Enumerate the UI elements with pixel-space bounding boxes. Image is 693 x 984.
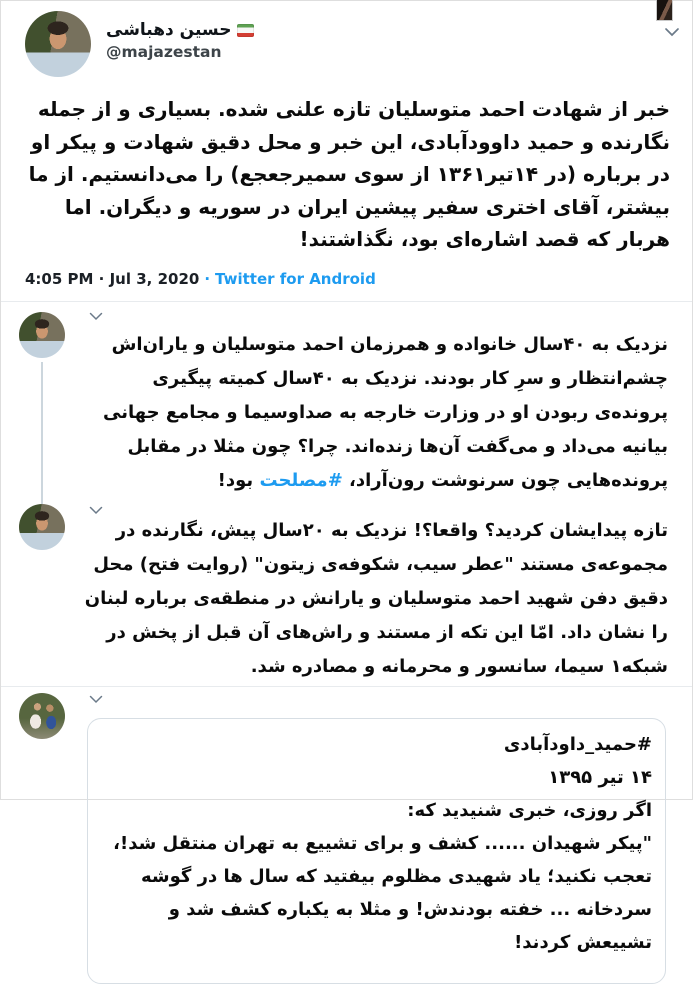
main-tweet-text: خبر از شهادت احمد متوسلیان تازه علنی شده. بسیاری و از جمله نگارنده و حمید داوودآبادی، این خبر و محل دقیق شهادت و پیکر او در برباره (در ۱۴تیر۱۳۶۱ از سوی سمیرجعجع) را می‌دانستیم. از ما بیشتر، آقای اختری سفیر پیشین ایران در سوریه و دیگران. اما هربار که قصد اشاره‌ای بود، نگذاشتند! [28,97,670,251]
reply-text [81,328,668,498]
meta-separator: · [204,269,211,288]
reply-menu-chevron-down-icon[interactable] [89,506,103,515]
quote-intro: اگر روزی، خبری شنیدید که: [407,799,652,821]
stray-photo-thumbnail [657,0,672,20]
author-avatar[interactable] [25,11,91,77]
reply-author-avatar[interactable] [19,504,65,550]
tweet-meta-row [25,266,670,292]
quote-hashtag: #حمید_داودآبادی [503,733,652,755]
main-tweet-header [25,11,670,77]
reply-text-segment: نزدیک به ۴۰سال خانواده و همرزمان احمد متوسلیان و یاران‌اش چشم‌انتظار و سرِ کار بودند. نزدیک به ۴۰سال کمیته پیگیری پرونده‌ی ربودن او در وزارت خارجه به صداوسیما و مجامع جهانی بیانیه می‌داد و می‌گفت آن‌ها زنده‌اند. چرا؟ چون مثلا در مقابل پرونده‌هایی چون سرنوشت رون‌آراد، [103,333,668,491]
reply-tweet-1 [1,302,692,500]
author-handle: @majazestan [106,43,222,61]
tweet-timestamp: 4:05 PM · Jul 3, 2020 [25,269,200,288]
reply-text: تازه پیدایشان کردید؟ واقعا؟! نزدیک به ۲۰سال پیش، نگارنده در مجموعه‌ی مستند "عطر سیب، شکوفه‌ی زیتون" (روایت فتح) محل دقیق دفن شهید احمد متوسلیان و یارانش در منطقه‌ی برباره لبنان را نشان داد. امّا این تکه از مستند و راش‌های آن قبل از پخش در شبکه۱ سیما، سانسور و محرمانه و مصادره شد. [84,519,668,677]
author-block[interactable] [106,11,254,62]
tweet-source-link[interactable]: Twitter for Android [215,269,376,288]
reply-menu-chevron-down-icon[interactable] [89,312,103,321]
reply-tweet-2 [1,500,692,686]
author-name-row [106,20,254,40]
quote-date: ۱۴ تیر ۱۳۹۵ [548,766,652,788]
author-name: حسین دهباشی [106,20,232,40]
iran-flag-emoji [237,24,254,37]
reply-tweet-3 [1,687,692,984]
reply-menu-chevron-down-icon[interactable] [89,695,103,704]
thread-connector-line [41,362,43,512]
quote-body: "پیکر شهیدان ...... کشف و برای تشییع به تهران منتقل شد!، تعجب نکنید؛ یاد شهیدی مظلوم بیفتید که سال ها در گوشه سردخانه ... خفته بودندش! و مثلا به یکباره کشف شد و تشییعش کردند! [113,832,652,953]
hashtag-link[interactable]: #مصلحت [259,469,343,491]
tweet-menu-chevron-down-icon[interactable] [664,27,680,37]
reply-author-avatar[interactable] [19,693,65,739]
main-tweet [1,1,692,292]
reply-author-avatar[interactable] [19,312,65,358]
quoted-tweet-card[interactable] [87,718,666,984]
reply-text-segment: بود! [217,469,260,491]
